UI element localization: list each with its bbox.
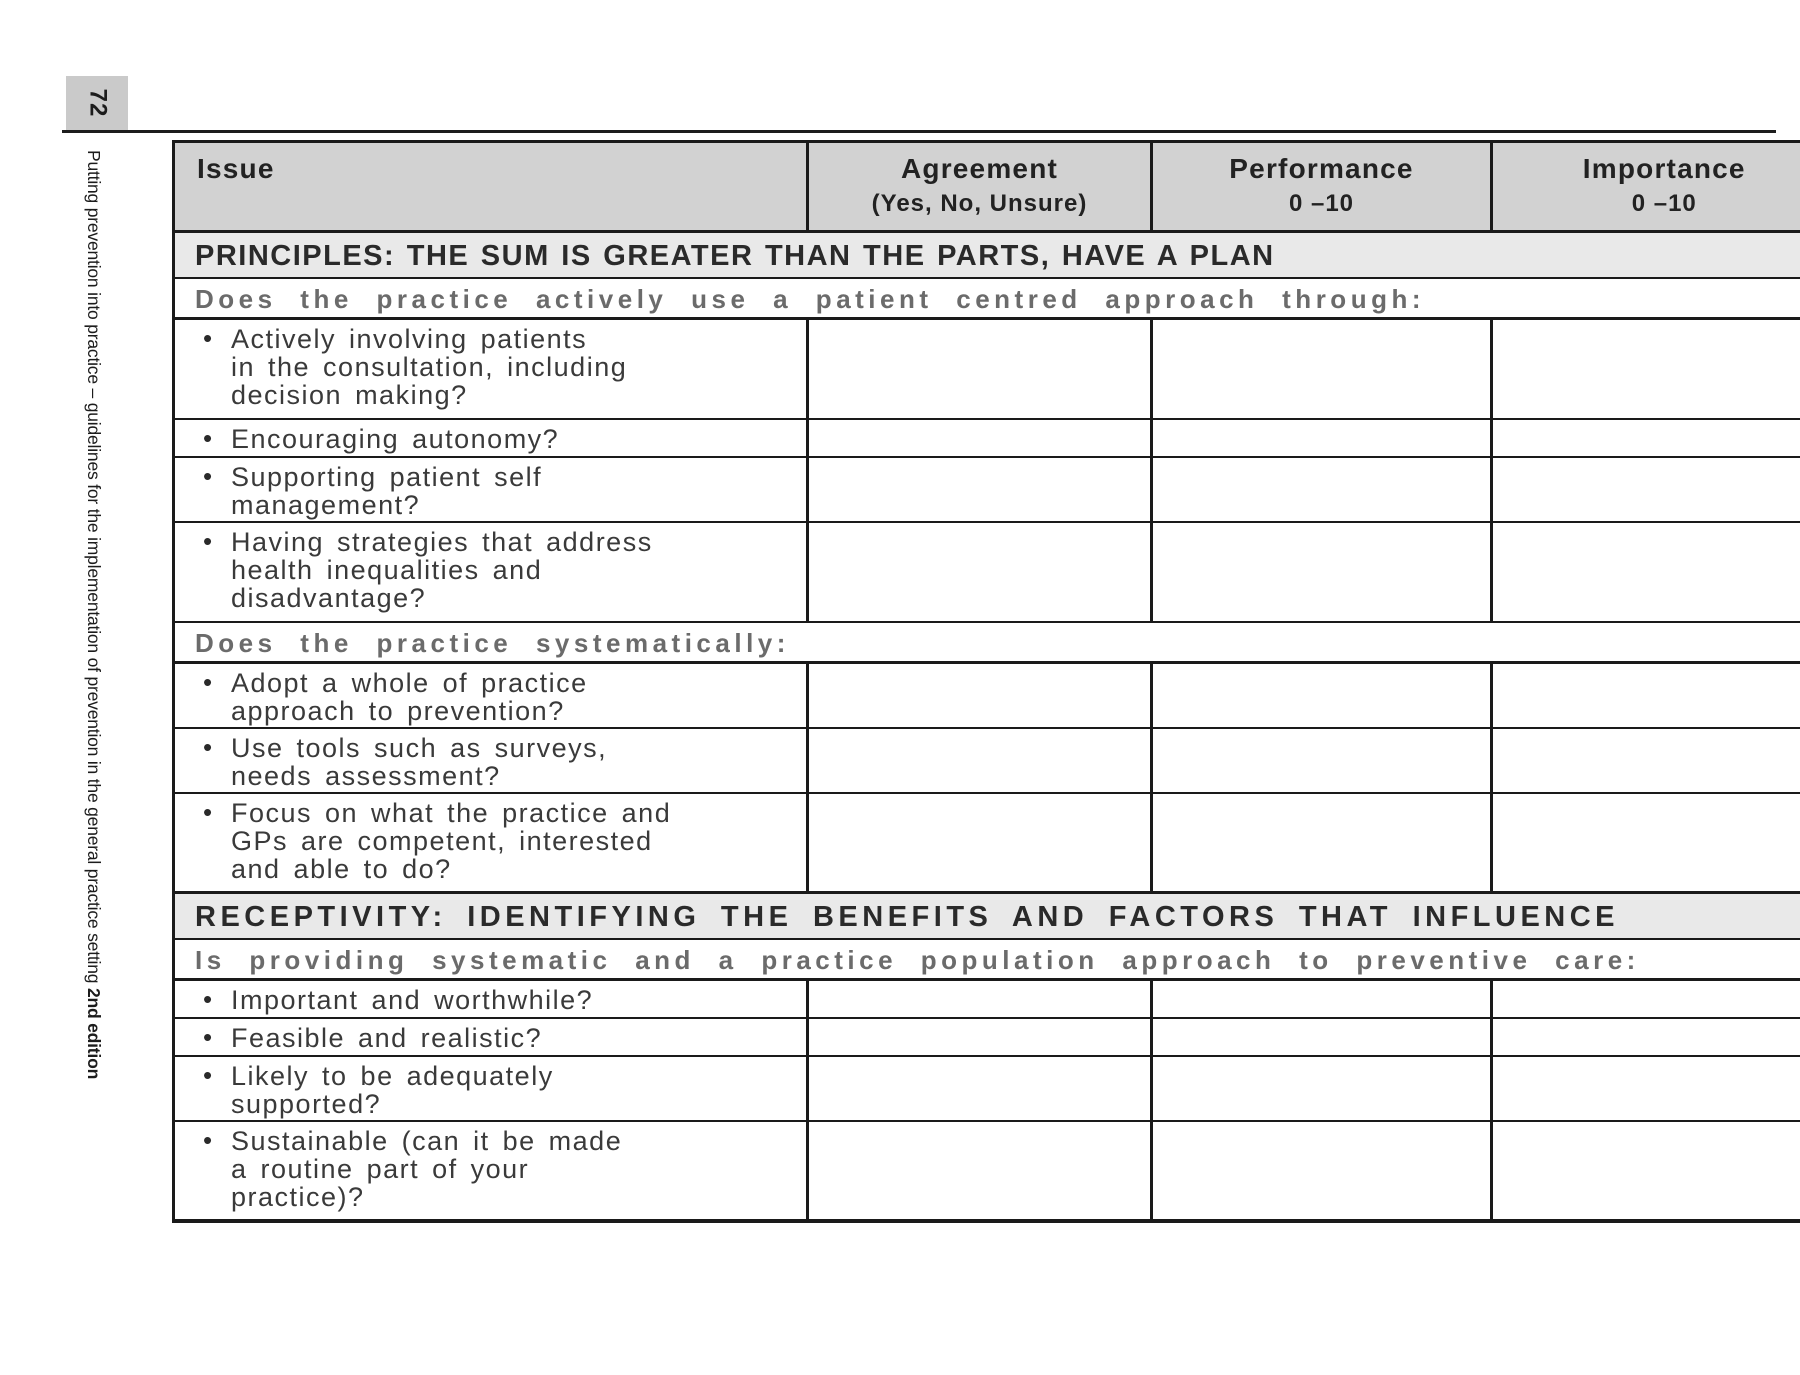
table-row bbox=[174, 319, 1800, 419]
importance-cell bbox=[1492, 1056, 1800, 1121]
issue-line: Adopt a whole of practice bbox=[231, 668, 588, 698]
importance-cell bbox=[1492, 793, 1800, 893]
issue-line: Having strategies that address bbox=[231, 526, 653, 557]
agreement-cell bbox=[808, 728, 1152, 793]
performance-cell bbox=[1152, 1018, 1492, 1056]
issue-cell bbox=[174, 728, 808, 793]
agreement-cell bbox=[808, 1121, 1152, 1221]
issue-line: management? bbox=[231, 489, 421, 520]
section-header-principles-text: PRINCIPLES: THE SUM IS GREATER THAN THE PARTS, HAVE A PLAN bbox=[174, 232, 1800, 278]
column-header-performance bbox=[1152, 142, 1492, 232]
issue-line: GPs are competent, interested bbox=[231, 825, 653, 856]
issue-cell bbox=[174, 319, 808, 419]
issue-cell bbox=[174, 419, 808, 457]
issue-line: Sustainable (can it be made bbox=[231, 1125, 623, 1156]
importance-cell bbox=[1492, 522, 1800, 622]
table-row bbox=[174, 522, 1800, 622]
importance-header-sub: 0 –10 bbox=[1631, 190, 1697, 217]
issue-line: health inequalities and bbox=[231, 554, 543, 585]
table-header-row bbox=[174, 142, 1800, 232]
issue-cell bbox=[174, 793, 808, 893]
sidebar-title-edition: 2nd edition bbox=[84, 987, 104, 1080]
table-row bbox=[174, 1056, 1800, 1121]
importance-cell bbox=[1492, 1018, 1800, 1056]
agreement-cell bbox=[808, 793, 1152, 893]
performance-header-label: Performance bbox=[1229, 153, 1414, 184]
issue-line: Focus on what the practice and bbox=[231, 797, 672, 828]
table-row bbox=[174, 419, 1800, 457]
issue-cell bbox=[174, 522, 808, 622]
page-number-box bbox=[66, 76, 128, 130]
importance-cell bbox=[1492, 728, 1800, 793]
issue-header-label: Issue bbox=[197, 153, 275, 184]
issue-line: Actively involving patients bbox=[231, 324, 588, 354]
bullet-icon: • bbox=[203, 525, 214, 556]
bullet-icon: • bbox=[203, 1059, 214, 1090]
issue-cell bbox=[174, 663, 808, 728]
issue-line: practice)? bbox=[231, 1181, 365, 1212]
table-row bbox=[174, 728, 1800, 793]
issue-line: Use tools such as surveys, bbox=[231, 732, 608, 763]
agreement-cell bbox=[808, 319, 1152, 419]
column-header-issue bbox=[174, 142, 808, 232]
issue-cell bbox=[174, 980, 808, 1018]
issue-line: decision making? bbox=[231, 380, 468, 410]
section-header-receptivity-text: RECEPTIVITY: IDENTIFYING THE BENEFITS AND FACTORS THAT INFLUENCE bbox=[174, 893, 1800, 939]
issue-line: Encouraging autonomy? bbox=[231, 423, 560, 454]
importance-cell bbox=[1492, 980, 1800, 1018]
issue-line: and able to do? bbox=[231, 853, 452, 884]
performance-header-sub: 0 –10 bbox=[1288, 190, 1355, 217]
performance-cell bbox=[1152, 419, 1492, 457]
table-row bbox=[174, 1121, 1800, 1221]
subquestion-preventive-care bbox=[174, 939, 1800, 980]
issue-cell bbox=[174, 1121, 808, 1221]
header-rule bbox=[62, 130, 1776, 133]
bullet-icon: • bbox=[203, 796, 214, 827]
agreement-cell bbox=[808, 1018, 1152, 1056]
section-header-principles bbox=[174, 232, 1800, 278]
sidebar-title-text: Putting prevention into practice – guidelines for the implementation of prevention in the general practice setting bbox=[84, 150, 104, 988]
performance-cell bbox=[1152, 319, 1492, 419]
bullet-icon: • bbox=[203, 667, 214, 697]
subquestion-preventive-care-text: Is providing systematic and a practice population approach to preventive care: bbox=[174, 939, 1800, 980]
importance-cell bbox=[1492, 457, 1800, 522]
importance-cell bbox=[1492, 663, 1800, 728]
performance-cell bbox=[1152, 457, 1492, 522]
issue-line: disadvantage? bbox=[231, 582, 427, 613]
agreement-cell bbox=[808, 457, 1152, 522]
column-header-agreement bbox=[808, 142, 1152, 232]
performance-cell bbox=[1152, 980, 1492, 1018]
subquestion-patient-centred bbox=[174, 278, 1800, 319]
performance-cell bbox=[1152, 728, 1492, 793]
bullet-icon: • bbox=[203, 323, 214, 353]
agreement-cell bbox=[808, 980, 1152, 1018]
bullet-icon: • bbox=[203, 731, 214, 762]
table-row bbox=[174, 457, 1800, 522]
section-header-receptivity bbox=[174, 893, 1800, 939]
importance-cell bbox=[1492, 319, 1800, 419]
issue-cell bbox=[174, 1056, 808, 1121]
table-row bbox=[174, 793, 1800, 893]
performance-cell bbox=[1152, 1121, 1492, 1221]
issue-line: Supporting patient self bbox=[231, 461, 543, 492]
agreement-cell bbox=[808, 522, 1152, 622]
issue-line: supported? bbox=[231, 1088, 382, 1119]
table-row bbox=[174, 1018, 1800, 1056]
importance-header-label: Importance bbox=[1582, 153, 1746, 184]
issue-line: Likely to be adequately bbox=[231, 1060, 554, 1091]
column-header-importance bbox=[1492, 142, 1800, 232]
page-number: 72 bbox=[83, 88, 111, 118]
performance-cell bbox=[1152, 1056, 1492, 1121]
table-row bbox=[174, 663, 1800, 728]
agreement-cell bbox=[808, 419, 1152, 457]
bullet-icon: • bbox=[203, 460, 214, 491]
bullet-icon: • bbox=[203, 422, 214, 453]
performance-cell bbox=[1152, 522, 1492, 622]
bullet-icon: • bbox=[203, 1021, 214, 1052]
agreement-cell bbox=[808, 1056, 1152, 1121]
issue-line: Important and worthwhile? bbox=[231, 985, 594, 1015]
table-row bbox=[174, 980, 1800, 1018]
issue-cell bbox=[174, 457, 808, 522]
issue-line: approach to prevention? bbox=[231, 696, 565, 726]
performance-cell bbox=[1152, 793, 1492, 893]
importance-cell bbox=[1492, 1121, 1800, 1221]
bullet-icon: • bbox=[203, 1124, 214, 1155]
agreement-header-sub: (Yes, No, Unsure) bbox=[871, 190, 1088, 217]
issue-line: in the consultation, including bbox=[231, 352, 628, 382]
issue-cell bbox=[174, 1018, 808, 1056]
agreement-cell bbox=[808, 663, 1152, 728]
issue-line: needs assessment? bbox=[231, 760, 501, 791]
issue-line: a routine part of your bbox=[231, 1153, 530, 1184]
sidebar-book-title bbox=[83, 150, 104, 1079]
assessment-table bbox=[172, 140, 1800, 1223]
issue-line: Feasible and realistic? bbox=[231, 1022, 543, 1053]
subquestion-systematically-text: Does the practice systematically: bbox=[174, 622, 1800, 663]
subquestion-patient-centred-text: Does the practice actively use a patient centred approach through: bbox=[174, 278, 1800, 319]
importance-cell bbox=[1492, 419, 1800, 457]
performance-cell bbox=[1152, 663, 1492, 728]
subquestion-systematically bbox=[174, 622, 1800, 663]
agreement-header-label: Agreement bbox=[900, 153, 1059, 184]
bullet-icon: • bbox=[203, 984, 214, 1014]
